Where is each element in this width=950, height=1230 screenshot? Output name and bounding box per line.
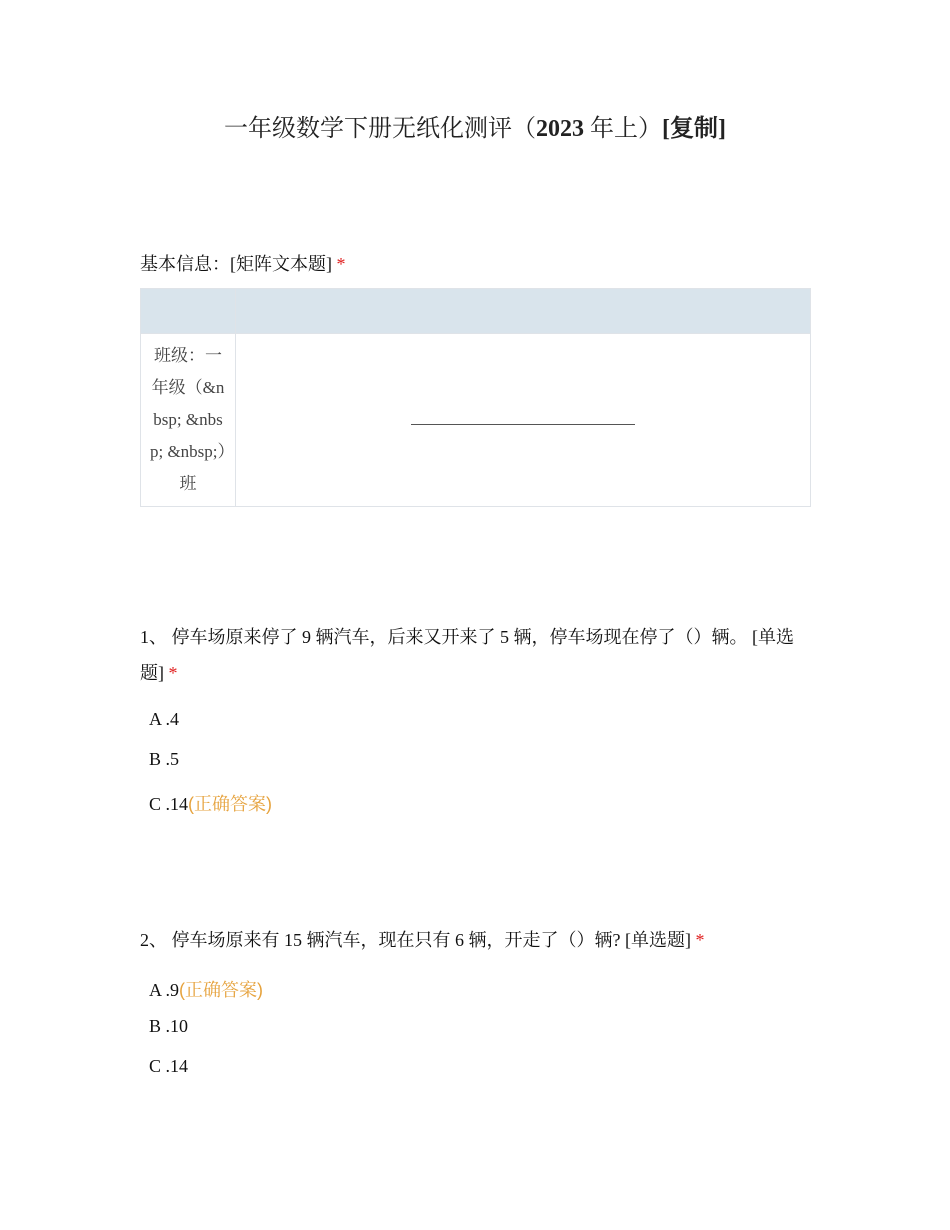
correct-answer-tag: (正确答案) <box>188 794 273 814</box>
matrix-header-row <box>141 289 811 334</box>
required-mark: * <box>695 930 705 950</box>
title-text-2: 年上） <box>584 116 662 142</box>
required-mark: * <box>168 663 178 683</box>
question-2-label <box>140 922 810 958</box>
question-2-option-b[interactable] <box>149 1016 188 1037</box>
question-1-option-a[interactable] <box>149 709 179 730</box>
required-mark: * <box>336 254 346 274</box>
option-label: C .14 <box>149 794 189 814</box>
class-label: 班级：一年级（&nbsp; &nbsp; &nbsp;）班 <box>149 346 227 493</box>
correct-answer-tag: (正确答案) <box>179 980 264 1000</box>
question-1-text: 1、 停车场原来停了 9 辆汽车，后来又开来了 5 辆，停车场现在停了（）辆。 [单选题] <box>140 627 794 683</box>
class-input-cell[interactable] <box>236 334 811 507</box>
option-label: A .4 <box>149 709 180 729</box>
question-2-option-a[interactable] <box>149 976 263 1002</box>
question-2-text: 2、 停车场原来有 15 辆汽车，现在只有 6 辆，开走了（）辆? [单选题] <box>140 930 691 950</box>
option-label: B .10 <box>149 1016 189 1036</box>
question-1-label <box>140 619 810 691</box>
option-label: C .14 <box>149 1056 189 1076</box>
option-label: B .5 <box>149 749 180 769</box>
page-title <box>0 108 950 143</box>
class-input-line[interactable] <box>411 420 635 425</box>
matrix-header-cell <box>141 289 236 334</box>
matrix-table <box>140 288 811 507</box>
basic-info-label <box>140 246 810 282</box>
title-text: 一年级数学下册无纸化测评（ <box>224 116 536 142</box>
matrix-row <box>141 334 811 507</box>
matrix-header-cell <box>236 289 811 334</box>
title-suffix: [复制] <box>662 116 726 142</box>
question-1-option-b[interactable] <box>149 749 179 770</box>
option-label: A .9 <box>149 980 180 1000</box>
basic-info-text: 基本信息：[矩阵文本题] <box>140 254 332 274</box>
title-year: 2023 <box>536 116 584 142</box>
question-1-option-c[interactable] <box>149 790 272 816</box>
matrix-row-label <box>141 334 236 507</box>
question-2-option-c[interactable] <box>149 1056 188 1077</box>
